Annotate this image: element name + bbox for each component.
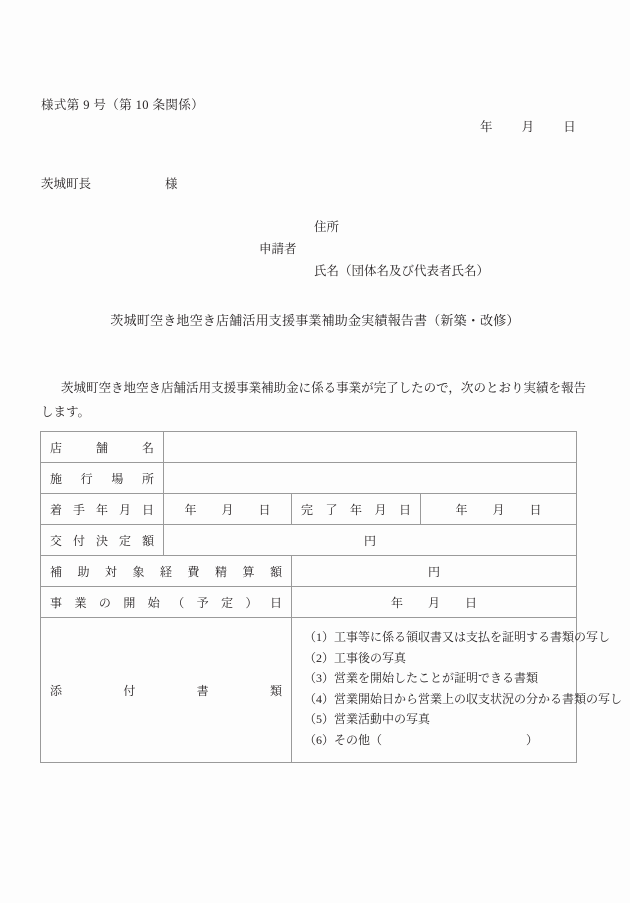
date-line (480, 117, 576, 135)
list-item: （4）営業開始日から営業上の収支状況の分かる書類の写し (304, 691, 623, 706)
applicant-title-row (259, 238, 489, 260)
table-row-settled-expense (41, 556, 577, 587)
label-granted-amount (41, 525, 164, 556)
label-attachments-text: 添 付 書 類 (50, 683, 282, 698)
report-form-table (40, 431, 623, 763)
list-item: （2）工事後の写真 (304, 650, 407, 665)
addressee-name: 茨城町長 (41, 177, 92, 191)
label-location-text: 施 行 場 所 (50, 471, 154, 486)
value-attachments[interactable] (292, 618, 623, 763)
list-item: （1）工事等に係る領収書又は支払を証明する書類の写し (304, 630, 611, 644)
body-paragraph: 茨城町空き地空き店舗活用支援事業補助金に係る事業が完了したので，次のとおり実績を報告します。 (41, 381, 586, 419)
label-attachments (41, 618, 292, 763)
applicant-address-row (259, 216, 489, 238)
label-settled-expense (41, 556, 292, 587)
label-end-date-text: 完 了 年 月 日 (301, 502, 411, 517)
value-location[interactable] (164, 463, 577, 494)
label-business-start-date (41, 587, 292, 618)
list-item: （5）営業活動中の写真 (304, 712, 431, 726)
date-year-label: 年 (480, 120, 493, 134)
label-start-date (41, 494, 164, 525)
list-item: （6）その他（ ） (304, 732, 539, 747)
date-day-label: 日 (563, 120, 576, 134)
label-shop-name-text: 店 舗 名 (50, 440, 155, 455)
document-title: 茨城町空き地空き店舗活用支援事業補助金実績報告書（新築・改修） (110, 313, 520, 328)
date-month-label: 月 (521, 120, 535, 134)
value-granted-amount[interactable]: 円 (164, 525, 577, 556)
value-shop-name[interactable] (164, 432, 577, 463)
label-settled-expense-text: 補 助 対 象 経 費 精 算 額 (50, 564, 283, 579)
value-end-date[interactable]: 年 月 日 (421, 494, 577, 525)
applicant-name-row (259, 260, 489, 282)
table-row-business-start-date (41, 587, 577, 618)
value-business-start-date[interactable]: 年 月 日 (292, 587, 577, 618)
applicant-address-label: 住所 (314, 220, 340, 234)
label-granted-amount-text: 交 付 決 定 額 (50, 533, 155, 548)
label-shop-name (41, 432, 164, 463)
table-row-attachments (41, 618, 577, 763)
addressee-honorific: 様 (165, 177, 178, 191)
table-row-shop-name (41, 432, 577, 463)
addressee-line (41, 174, 178, 192)
applicant-label: 申請者 (259, 242, 297, 256)
label-business-start-date-text: 事 業 の 開 始 （ 予 定 ） 日 (50, 595, 282, 610)
applicant-name-label: 氏名（団体名及び代表者氏名） (314, 264, 490, 278)
applicant-block (259, 216, 489, 282)
list-item: （3）営業を開始したことが証明できる書類 (304, 671, 539, 685)
label-start-date-text: 着 手 年 月 日 (50, 502, 155, 517)
label-location (41, 463, 164, 494)
table-row-start-end-date (41, 494, 577, 525)
form-number: 様式第 9 号（第 10 条関係） (41, 98, 205, 112)
value-settled-expense[interactable]: 円 (292, 556, 577, 587)
value-start-date[interactable]: 年 月 日 (164, 494, 292, 525)
table-row-granted-amount (41, 525, 577, 556)
label-end-date (292, 494, 421, 525)
table-row-location (41, 463, 577, 494)
